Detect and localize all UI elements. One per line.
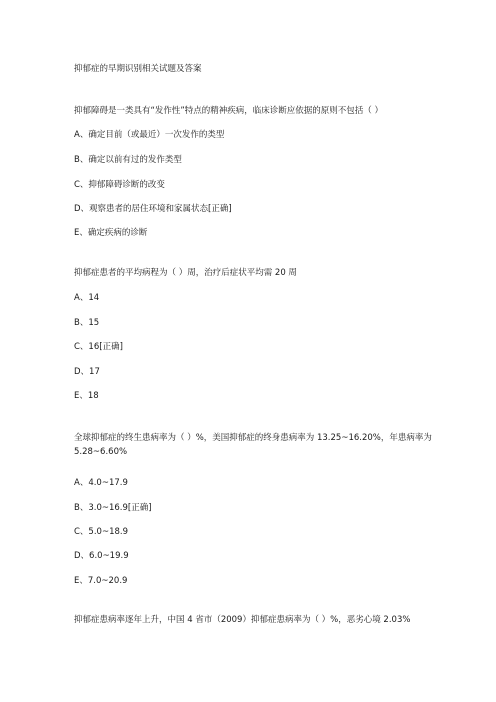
question-3-option-a: A、4.0~17.9 — [74, 478, 128, 488]
question-1-stem: 抑郁障碍是一类具有“发作性”特点的精神疾病，临床诊断应依据的原则不包括（ ） — [74, 106, 384, 116]
question-3-option-b: B、3.0~16.9[正确] — [74, 503, 152, 513]
question-2-option-a: A、14 — [74, 293, 100, 303]
question-3-stem: 全球抑郁症的终生患病率为（ ）%，美国抑郁症的终身患病率为 13.25~16.20%，年患病率为 5.28~6.60% — [74, 433, 432, 457]
question-1-option-a: A、确定目前（或最近）一次发作的类型 — [74, 130, 225, 140]
question-2-option-b: B、15 — [74, 318, 100, 328]
question-4-stem: 抑郁症患病率逐年上升，中国 4 省市（2009）抑郁症患病率为（ ）%，恶劣心境 2.03% — [74, 615, 411, 625]
question-1-option-b: B、确定以前有过的发作类型 — [74, 155, 182, 165]
question-1-option-d: D、观察患者的居住环境和家属状态[正确] — [74, 204, 232, 214]
question-3-option-c: C、5.0~18.9 — [74, 527, 129, 537]
question-3-option-d: D、6.0~19.9 — [74, 551, 129, 561]
question-2-option-e: E、18 — [74, 391, 99, 401]
question-3-option-e: E、7.0~20.9 — [74, 576, 128, 586]
question-2-stem: 抑郁症患者的平均病程为（ ）周，治疗后症状平均需 20 周 — [74, 268, 297, 278]
question-1-option-e: E、确定疾病的诊断 — [74, 228, 148, 238]
question-1-option-c: C、抑郁障碍诊断的改变 — [74, 180, 165, 190]
document-title: 抑郁症的早期识别相关试题及答案 — [74, 64, 202, 74]
question-2-option-c: C、16[正确] — [74, 342, 123, 352]
question-2-option-d: D、17 — [74, 367, 100, 377]
